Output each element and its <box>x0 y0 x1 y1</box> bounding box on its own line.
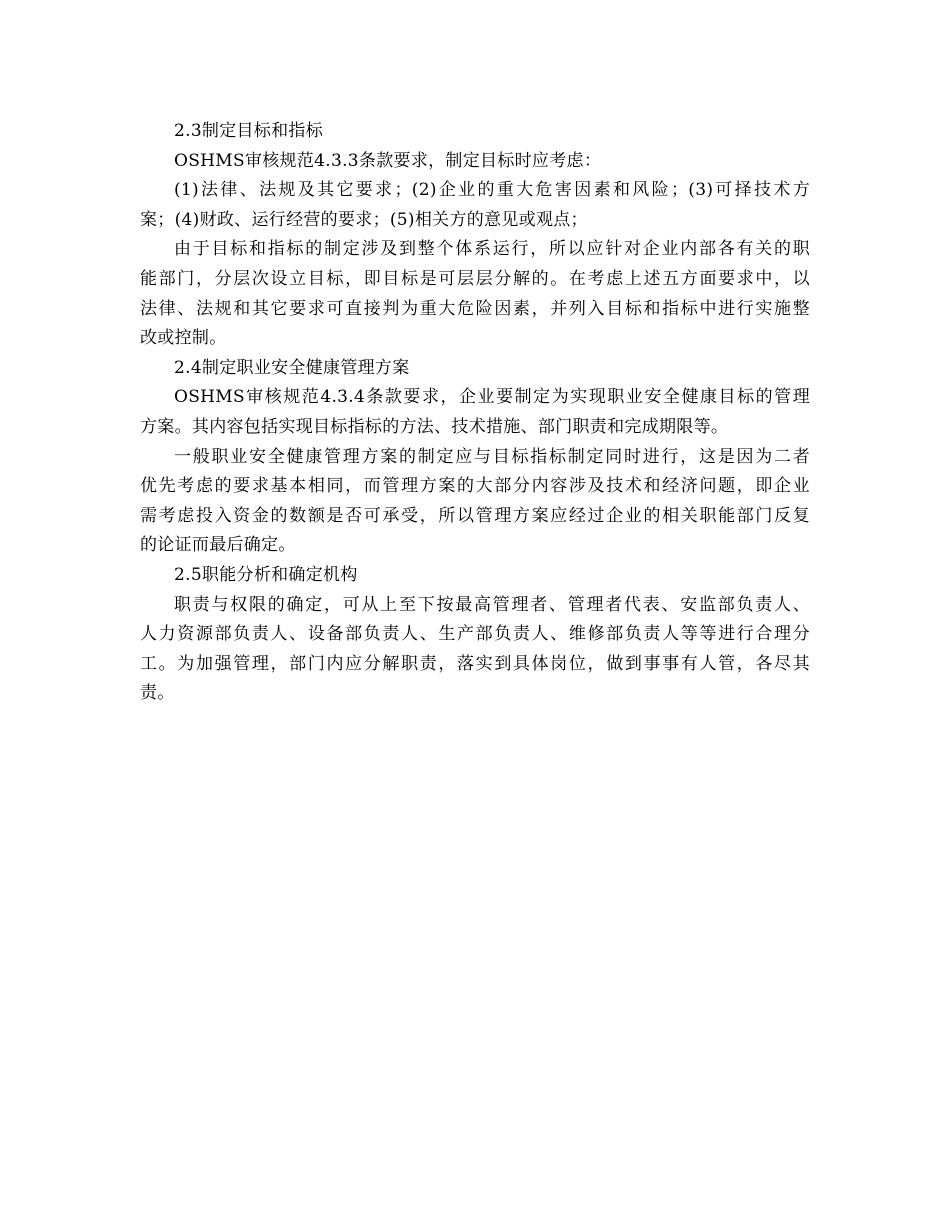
section-heading-2-3: 2.3制定目标和指标 <box>174 121 324 141</box>
paragraph-line: 责。 <box>140 683 175 704</box>
paragraph-line: OSHMS审核规范4.3.3条款要求，制定目标时应考虑： <box>174 150 602 171</box>
paragraph-line: 的论证而最后确定。 <box>140 535 296 556</box>
paragraph-line: 案；(4)财政、运行经营的要求；(5)相关方的意见或观点； <box>140 209 588 230</box>
paragraph-line: 工。为加强管理，部门内应分解职责，落实到具体岗位，做到事事有人管，各尽其 <box>140 653 810 674</box>
document-body <box>140 117 810 709</box>
paragraph-line: (1)法律、法规及其它要求；(2)企业的重大危害因素和风险；(3)可择技术方 <box>174 180 810 201</box>
paragraph-line: 需考虑投入资金的数额是否可承受，所以管理方案应经过企业的相关职能部门反复 <box>140 505 810 526</box>
section-heading-2-4: 2.4制定职业安全健康管理方案 <box>174 357 410 378</box>
paragraph-line: 一般职业安全健康管理方案的制定应与目标指标制定同时进行，这是因为二者 <box>174 446 810 467</box>
paragraph-line: 法律、法规和其它要求可直接判为重大危险因素，并列入目标和指标中进行实施整 <box>140 298 810 319</box>
paragraph-line: OSHMS审核规范4.3.4条款要求，企业要制定为实现职业安全健康目标的管理 <box>174 387 810 408</box>
paragraph-line: 能部门，分层次设立目标，即目标是可层层分解的。在考虑上述五方面要求中，以 <box>140 268 810 289</box>
paragraph-line: 由于目标和指标的制定涉及到整个体系运行，所以应针对企业内部各有关的职 <box>174 239 810 260</box>
paragraph-line: 方案。其内容包括实现目标指标的方法、技术措施、部门职责和完成期限等。 <box>140 416 729 437</box>
paragraph-line: 优先考虑的要求基本相同，而管理方案的大部分内容涉及技术和经济问题，即企业 <box>140 476 810 497</box>
paragraph-line: 改或控制。 <box>140 328 227 349</box>
section-heading-2-5: 2.5职能分析和确定机构 <box>174 564 358 585</box>
paragraph-line: 职责与权限的确定，可从上至下按最高管理者、管理者代表、安监部负责人、 <box>174 594 810 615</box>
paragraph-line: 人力资源部负责人、设备部负责人、生产部负责人、维修部负责人等等进行合理分 <box>140 624 810 645</box>
